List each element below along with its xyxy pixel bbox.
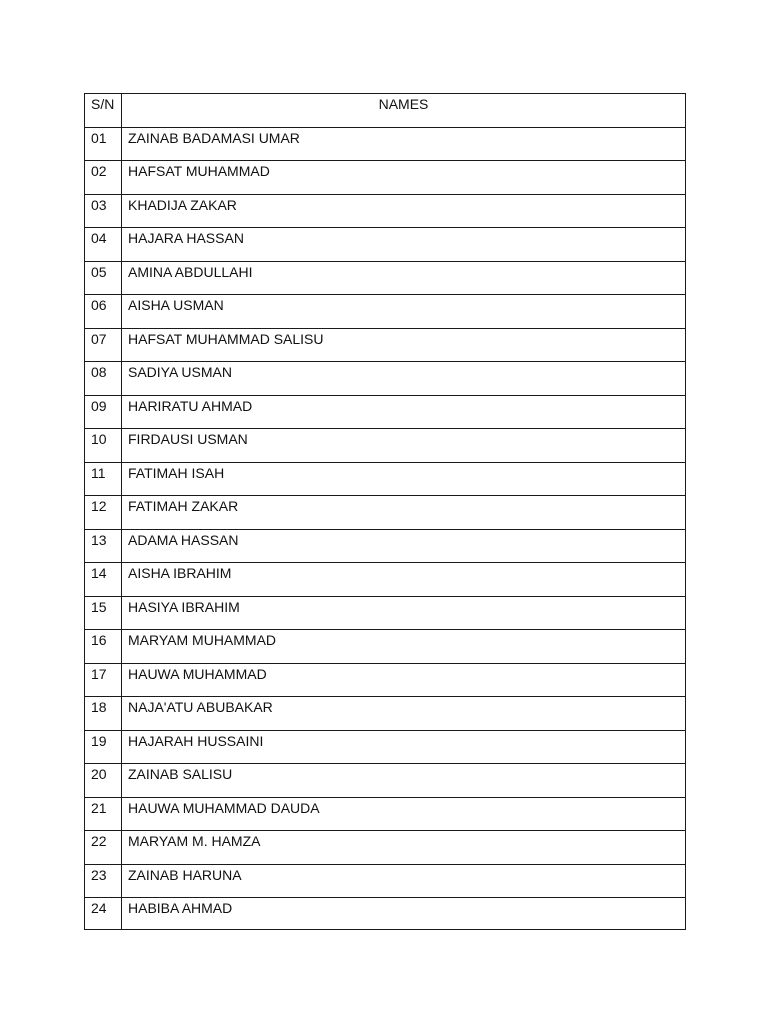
serial-number-cell: 03 [85,194,122,228]
name-cell: FATIMAH ISAH [122,462,686,496]
serial-number-cell: 22 [85,831,122,865]
serial-number-cell: 13 [85,529,122,563]
serial-number-cell: 08 [85,362,122,396]
serial-number-cell: 24 [85,898,122,930]
name-cell: HASIYA IBRAHIM [122,596,686,630]
name-cell: HAFSAT MUHAMMAD SALISU [122,328,686,362]
table-row [85,462,686,496]
serial-number-cell: 05 [85,261,122,295]
name-cell: ZAINAB BADAMASI UMAR [122,127,686,161]
serial-number-cell: 07 [85,328,122,362]
name-cell: AMINA ABDULLAHI [122,261,686,295]
name-cell: SADIYA USMAN [122,362,686,396]
name-cell: MARYAM MUHAMMAD [122,630,686,664]
serial-number-cell: 09 [85,395,122,429]
serial-number-cell: 14 [85,563,122,597]
table-row [85,764,686,798]
header-row [85,94,686,128]
names-column-header: NAMES [122,94,686,128]
name-cell: AISHA USMAN [122,295,686,329]
serial-number-cell: 11 [85,462,122,496]
table-header [85,94,686,128]
table-row [85,596,686,630]
table-row [85,328,686,362]
table-row [85,194,686,228]
name-cell: MARYAM M. HAMZA [122,831,686,865]
table-row [85,563,686,597]
table-row [85,228,686,262]
serial-number-cell: 04 [85,228,122,262]
table-row [85,395,686,429]
serial-number-cell: 21 [85,797,122,831]
table-row [85,496,686,530]
name-cell: ZAINAB SALISU [122,764,686,798]
name-cell: HAUWA MUHAMMAD [122,663,686,697]
name-cell: HAJARAH HUSSAINI [122,730,686,764]
table-row [85,831,686,865]
table-row [85,362,686,396]
table-row [85,529,686,563]
name-cell: NAJA'ATU ABUBAKAR [122,697,686,731]
name-cell: HAUWA MUHAMMAD DAUDA [122,797,686,831]
table-row [85,127,686,161]
name-cell: HAJARA HASSAN [122,228,686,262]
table-row [85,630,686,664]
serial-number-cell: 23 [85,864,122,898]
table-row [85,295,686,329]
serial-number-cell: 10 [85,429,122,463]
table-row [85,898,686,930]
sn-column-header: S/N [85,94,122,128]
serial-number-cell: 06 [85,295,122,329]
table-row [85,864,686,898]
name-cell: ZAINAB HARUNA [122,864,686,898]
serial-number-cell: 01 [85,127,122,161]
name-cell: AISHA IBRAHIM [122,563,686,597]
serial-number-cell: 17 [85,663,122,697]
table-row [85,797,686,831]
name-cell: ADAMA HASSAN [122,529,686,563]
serial-number-cell: 15 [85,596,122,630]
table-row [85,161,686,195]
name-cell: HARIRATU AHMAD [122,395,686,429]
serial-number-cell: 18 [85,697,122,731]
serial-number-cell: 12 [85,496,122,530]
serial-number-cell: 19 [85,730,122,764]
name-cell: HABIBA AHMAD [122,898,686,930]
table-row [85,261,686,295]
names-table [84,93,686,930]
name-cell: KHADIJA ZAKAR [122,194,686,228]
serial-number-cell: 02 [85,161,122,195]
table-row [85,730,686,764]
table-row [85,663,686,697]
table-row [85,429,686,463]
serial-number-cell: 20 [85,764,122,798]
name-cell: FIRDAUSI USMAN [122,429,686,463]
name-cell: HAFSAT MUHAMMAD [122,161,686,195]
name-cell: FATIMAH ZAKAR [122,496,686,530]
serial-number-cell: 16 [85,630,122,664]
table-row [85,697,686,731]
table-body [85,127,686,930]
